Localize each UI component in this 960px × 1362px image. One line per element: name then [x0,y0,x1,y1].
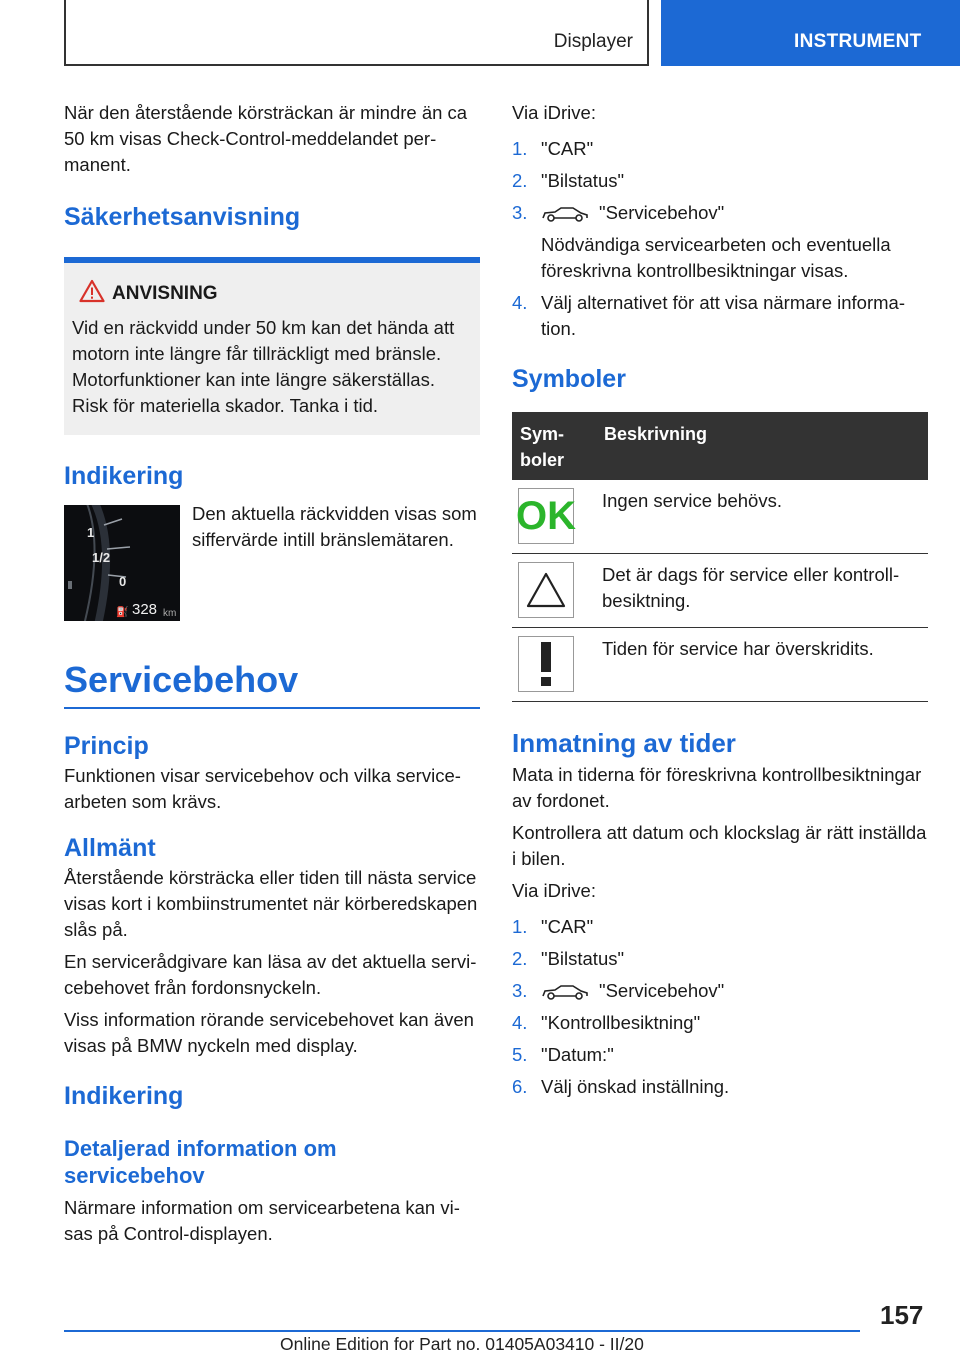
warning-box [64,257,480,435]
table-cell-text: Tiden för service har överskridits. [596,628,928,702]
detail-text: Närmare information om servicearbetena kan visas på Control-displayen. [64,1197,460,1244]
car-icon [541,984,589,1000]
table-row [512,480,928,554]
via-idrive-1: Via iDrive: [512,102,596,123]
indication-heading: Indikering [64,462,184,490]
principle-heading: Princip [64,732,149,760]
fuel-gauge-display-image [64,505,180,621]
principle-text: Funktionen visar servicebehov och vilka servicearbeten som krävs. [64,765,461,812]
indication2-heading: Indikering [64,1082,184,1110]
right-column [512,100,928,1106]
warning-title-row [112,281,472,307]
via-idrive-2: Via iDrive: [512,880,596,901]
gauge-mark-1: 1 [87,525,95,540]
general-heading: Allmänt [64,834,156,862]
indication-row [64,505,480,621]
safety-heading: Säkerhetsanvisning [64,203,301,231]
list-item: 4. "Kontrollbesiktning" [512,1012,701,1033]
list-item: 1. "CAR" [512,138,594,159]
symbols-heading: Symboler [512,365,626,393]
page-number: 157 [880,1300,924,1330]
range-unit: km [163,608,177,619]
gauge-mark-half: 1/2 [92,550,111,565]
header-chapter-tab [661,0,960,66]
header-chapter-title: INSTRUMENT [794,31,922,52]
warning-text: Vid en räckvidd under 50 km kan det hända att motorn inte längre får tillräckligt med bränsle. Motorfunktioner kan inte längre säkerställas. Risk för materiella skador. Tanka i tid. [72,317,455,416]
detail-heading: Detaljerad information om servicebehov [64,1136,337,1188]
table-cell-text: Ingen service behövs. [596,480,928,554]
general-paragraph-2: En servicerådgivare kan läsa av det aktuella servicebehovet från fordonsnyckeln. [64,951,477,998]
table-header-description: Beskrivning [596,412,928,480]
input-paragraph-1: Mata in tiderna för föreskrivna kontrollbesiktningar av fordonet. [512,764,922,811]
warning-title: ANVISNING [112,283,218,304]
input-heading: Inmatning av tider [512,728,736,758]
service-heading: Servicebehov [64,659,480,709]
header-section-title: Displayer [553,31,633,52]
general-paragraph-1: Återstående körsträcka eller tiden till nästa service visas kort i kombiinstrumentet när körberedskapen slås på. [64,867,478,940]
list-item: 2. "Bilstatus" [512,170,625,191]
triangle-icon [518,562,574,618]
gauge-mark-0: 0 [119,574,127,589]
left-column [64,100,480,1253]
table-header-symbols: Symboler [512,412,596,480]
ok-icon: OK [518,488,574,544]
list-item: 5. "Datum:" [512,1044,614,1065]
intro-paragraph: När den återstående körsträckan är mindre än ca 50 km visas Check-Control-meddelandet permanent. [64,102,468,175]
input-paragraph-2: Kontrollera att datum och klockslag är rätt inställda i bilen. [512,822,927,869]
footer-edition: Online Edition for Part no. 01405A03410 - II/20 [280,1334,644,1354]
table-cell-text: Det är dags för service eller kontrollbesiktning. [596,554,928,628]
car-icon [541,206,589,222]
range-value: 328 [132,601,158,618]
general-paragraph-3: Viss information rörande servicebehovet kan även visas på BMW nyckeln med display. [64,1009,474,1056]
steps-list-1 [512,136,928,342]
list-item: 6. Välj önskad inställning. [512,1076,730,1097]
list-item: 3. "Servicebehov" Nödvändiga servicearbeten och eventuella föreskrivna kontrollbesiktningar visas. [512,200,928,284]
table-header-row [512,412,928,480]
table-row [512,628,928,702]
exclamation-icon [518,636,574,692]
list-item: 1. "CAR" [512,916,594,937]
list-item: 4. Välj alternativet för att visa närmare information. [512,292,905,339]
table-row [512,554,928,628]
fuel-pump-icon: ⛽ [116,607,129,618]
step-3-sub: Nödvändiga servicearbeten och eventuella föreskrivna kontrollbesiktningar visas. [541,234,891,281]
header-section-box [64,0,649,66]
list-item: 3. "Servicebehov" [512,980,725,1001]
list-item: 2. "Bilstatus" [512,948,625,969]
steps-list-2 [512,914,928,1100]
indication-text: Den aktuella räckvidden visas som siffervärde intill bränslemätaren. [192,503,477,550]
warning-triangle-icon [79,279,105,303]
symbols-table [512,412,928,702]
footer-divider [64,1330,860,1332]
